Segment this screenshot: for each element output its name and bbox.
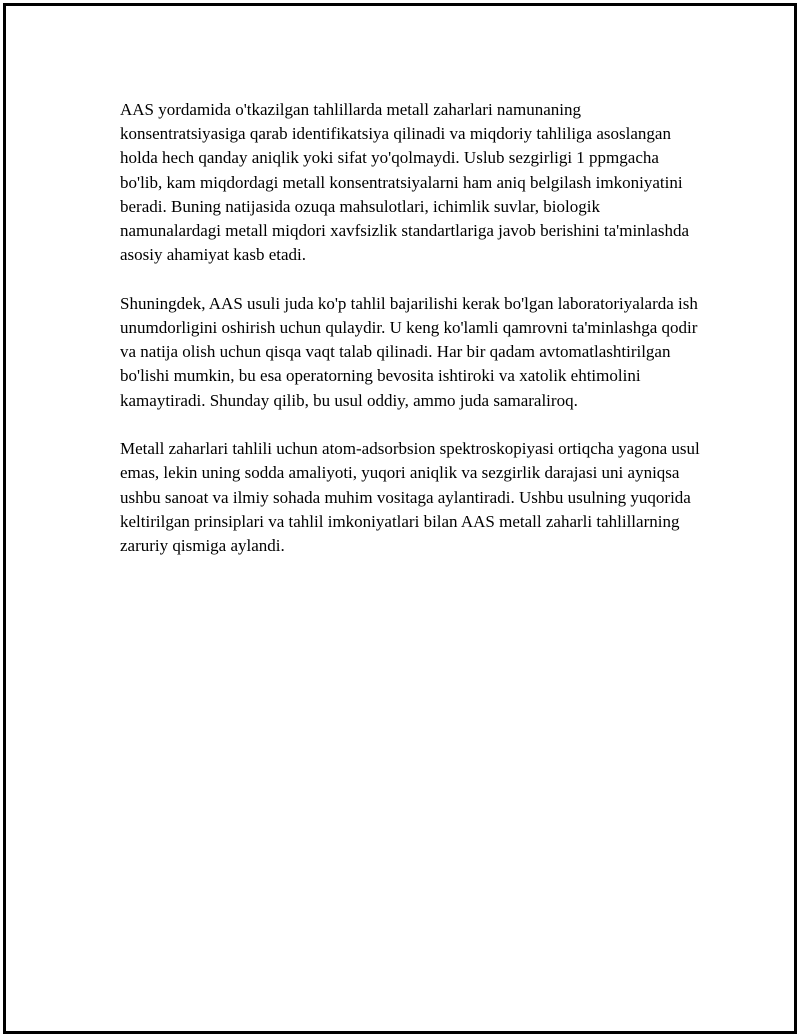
- document-body: [120, 98, 700, 583]
- page-frame: [3, 3, 797, 1034]
- paragraph-2: Shuningdek, AAS usuli juda ko'p tahlil bajarilishi kerak bo'lgan laboratoriyalarda ish unumdorligini oshirish uchun qulaydir. U keng ko'lamli qamrovni ta'minlashga qodir va natija olish uchun qisqa vaqt talab qilinadi. Har bir qadam avtomatlashtirilgan bo'lishi mumkin, bu esa operatorning bevosita ishtiroki va xatolik ehtimolini kamaytiradi. Shunday qilib, bu usul oddiy, ammo juda samaraliroq.: [120, 293, 698, 410]
- paragraph-3: Metall zaharlari tahlili uchun atom-adsorbsion spektroskopiyasi ortiqcha yagona usul emas, lekin uning sodda amaliyoti, yuqori aniqlik va sezgirlik darajasi uni ayniqsa ushbu sanoat va ilmiy sohada muhim vositaga aylantiradi. Ushbu usulning yuqorida keltirilgan prinsiplari va tahlil imkoniyatlari bilan AAS metall zaharli tahlillarning zaruriy qismiga aylandi.: [120, 439, 700, 556]
- paragraph-1: AAS yordamida o'tkazilgan tahlillarda metall zaharlari namunaning konsentratsiyasiga qarab identifikatsiya qilinadi va miqdoriy tahliliga asoslangan holda hech qanday aniqlik yoki sifat yo'qolmaydi. Uslub sezgirligi 1 ppmgacha bo'lib, kam miqdordagi metall konsentratsiyalarni ham aniq belgilash imkoniyatini beradi. Buning natijasida ozuqa mahsulotlari, ichimlik suvlar, biologik namunalardagi metall miqdori xavfsizlik standartlariga javob berishini ta'minlashda asosiy ahamiyat kasb etadi.: [120, 100, 690, 265]
